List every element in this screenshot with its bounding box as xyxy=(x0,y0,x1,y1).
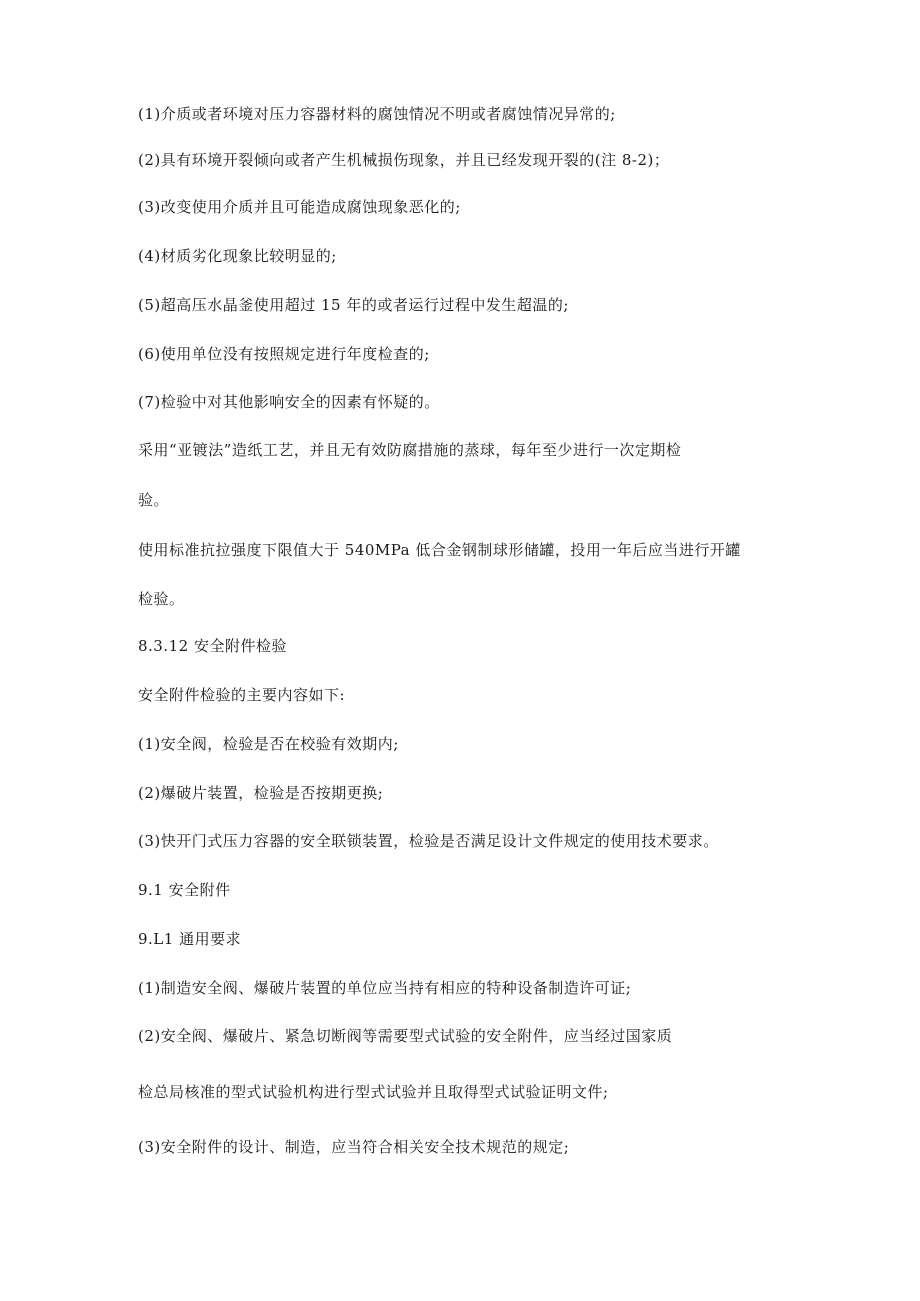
paragraph-line: (2)安全阀、爆破片、紧急切断阀等需要型式试验的安全附件，应当经过国家质 xyxy=(138,1027,673,1045)
paragraph-line: (3)安全附件的设计、制造，应当符合相关安全技术规范的规定; xyxy=(138,1138,570,1156)
paragraph-line: 检验。 xyxy=(138,590,185,608)
paragraph-line: 安全附件检验的主要内容如下: xyxy=(138,686,346,704)
paragraph-line: (2)爆破片装置，检验是否按期更换; xyxy=(138,784,384,802)
paragraph-line: (3)改变使用介质并且可能造成腐蚀现象恶化的; xyxy=(138,198,461,216)
paragraph-line: (7)检验中对其他影响安全的因素有怀疑的。 xyxy=(138,393,440,411)
paragraph-line: (1)安全阀，检验是否在校验有效期内; xyxy=(138,735,399,753)
paragraph-line: 采用“亚镀法”造纸工艺，并且无有效防腐措施的蒸球，每年至少进行一次定期检 xyxy=(138,441,682,459)
section-heading: 9.1 安全附件 xyxy=(138,881,231,899)
paragraph-line: (1)介质或者环境对压力容器材料的腐蚀情况不明或者腐蚀情况异常的; xyxy=(138,105,616,123)
paragraph-line: (1)制造安全阀、爆破片装置的单位应当持有相应的特种设备制造许可证; xyxy=(138,979,632,997)
paragraph-line: 验。 xyxy=(138,491,170,509)
paragraph-line: (6)使用单位没有按照规定进行年度检查的; xyxy=(138,345,430,363)
paragraph-line: 使用标准抗拉强度下限值大于 540MPa 低合金钢制球形储罐，投用一年后应当进行开罐 xyxy=(138,541,741,559)
paragraph-line: (4)材质劣化现象比较明显的; xyxy=(138,247,337,265)
paragraph-line: (3)快开门式压力容器的安全联锁装置，检验是否满足设计文件规定的使用技术要求。 xyxy=(138,832,719,850)
paragraph-line: (5)超高压水晶釜使用超过 15 年的或者运行过程中发生超温的; xyxy=(138,296,569,314)
section-heading: 8.3.12 安全附件检验 xyxy=(138,637,287,655)
paragraph-line: 检总局核准的型式试验机构进行型式试验并且取得型式试验证明文件; xyxy=(138,1083,609,1101)
section-heading: 9.L1 通用要求 xyxy=(138,930,242,948)
paragraph-line: (2)具有环境开裂倾向或者产生机械损伤现象，并且已经发现开裂的(注 8-2)； xyxy=(138,151,670,169)
